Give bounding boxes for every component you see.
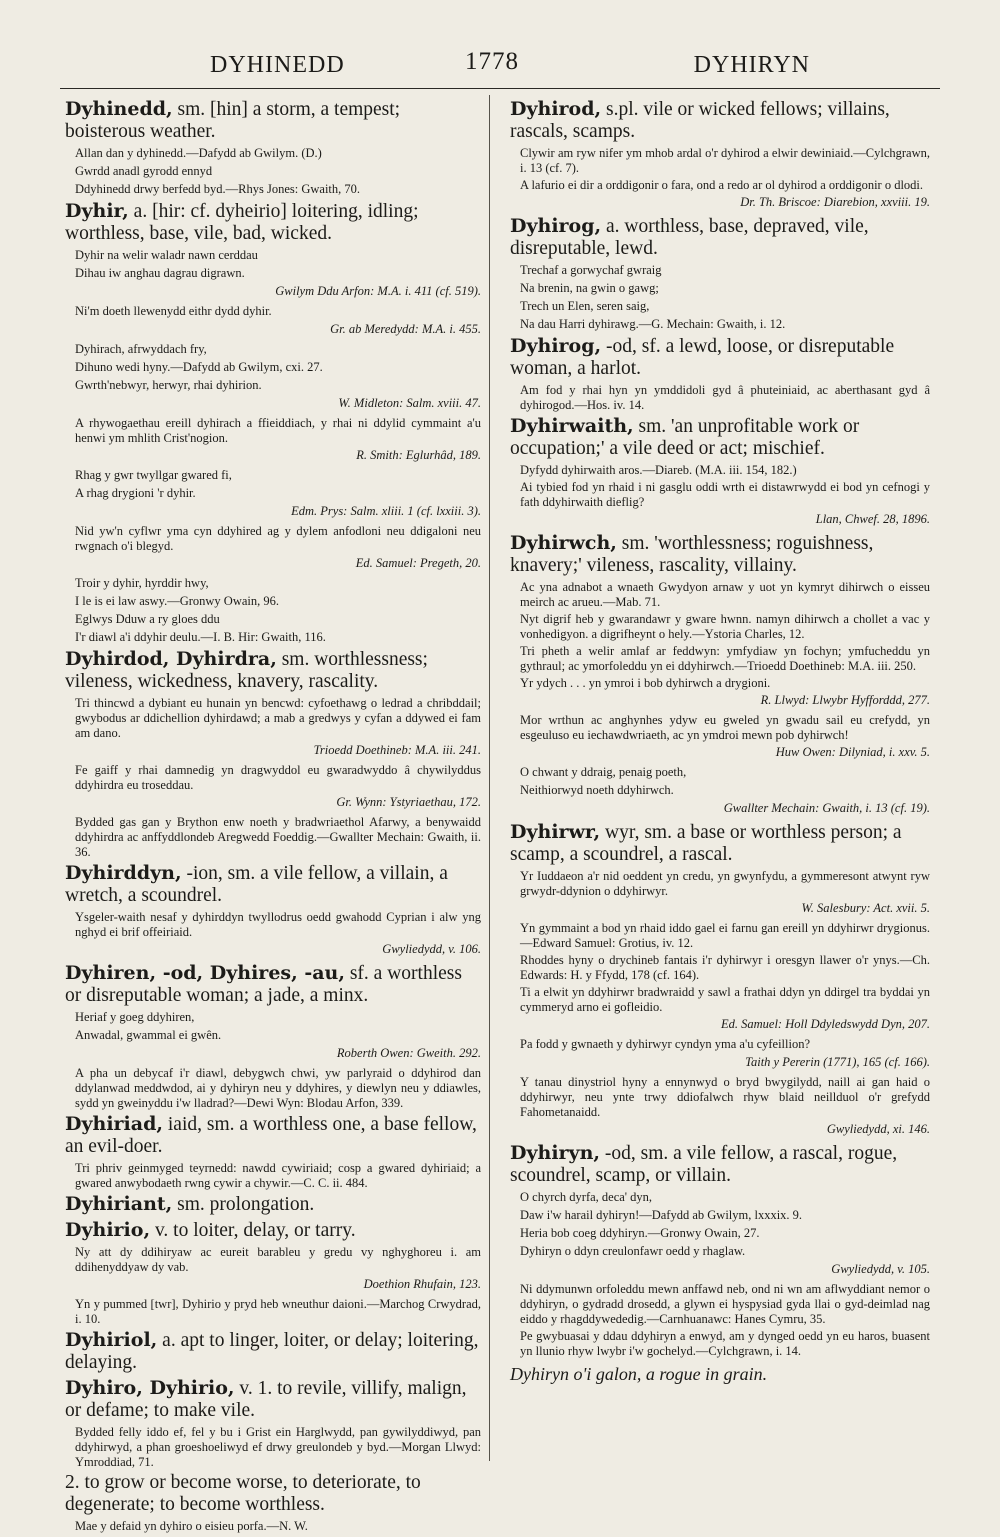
citation-quote: Rhoddes hyny o drychineb fantais i'r dyhirwyr i oresgyn llawer o'r ynys.—Ch. Edwards: H. y Ffydd, 178 (cf. 164). [520,953,930,982]
citation-quote: Dyhirach, afrwyddach fry, [75,342,207,356]
definition: v. 1. to revile, villify, malign, or defame; to make vile. [65,1378,467,1421]
citation-quote: Mae y defaid yn dyhiro o eisieu porfa.—N. W. [75,1519,308,1533]
headword: Dyhirog, [510,335,602,357]
headword: Dyhirod, [510,98,602,120]
citation-source: Huw Owen: Dilyniad, i. xxv. 5. [775,745,930,759]
entry-heading [510,335,930,380]
citation-source: Doethion Rhufain, 123. [363,1277,481,1291]
definition: a. apt to linger, loiter, or delay; loitering, delaying. [65,1330,479,1373]
definition: -ion, sm. a vile fellow, a villain, a wretch, a scoundrel. [65,863,448,906]
citation-source: R. Smith: Eglurhâd, 189. [356,448,481,462]
citation-quote: Yr Iuddaeon a'r nid oeddent yn credu, yn gwynfydu, a gymmeresont atwynt ryw grwydr-ddynion o ddyhirwyr. [520,869,930,898]
citation-quote: Ai tybied fod yn rhaid i ni gasglu oddi wrth ei distawrwydd ei bod yn cefnogi y fath ddyhirwaith dieflig? [520,480,930,509]
citation-quote: Ny att dy ddihiryaw ac eureit barableu y gredu vy nghyghoreu i. am ddihenyddyaw dy vab. [75,1245,481,1274]
headword: Dyhiriad, [65,1113,163,1135]
headword: Dyhirdod, Dyhirdra, [65,648,277,670]
definition: s.pl. vile or wicked fellows; villains, rascals, scamps. [510,99,890,142]
definition: iaid, sm. a worthless one, a base fellow, an evil-doer. [65,1114,477,1157]
citation-quote: Yn y pummed [twr], Dyhirio y pryd heb wneuthur daioni.—Marchog Crwydrad, i. 10. [75,1297,481,1326]
citation-quote: O chyrch dyrfa, deca' dyn, [520,1190,653,1204]
headword: Dyhirog, [510,215,602,237]
headword: Dyhirwaith, [510,415,634,437]
citation-quote: Gwrth'nebwyr, herwyr, rhai dyhirion. [75,378,262,392]
citation-quote: O chwant y ddraig, penaig poeth, [520,765,687,779]
entry-heading [65,1219,481,1242]
header-rule [60,88,940,89]
citation-quote: Dihau iw anghau dagrau digrawn. [75,266,245,280]
citation-source: R. Llwyd: Llwybr Hyfforddd, 277. [760,693,930,707]
entry-heading [510,1142,930,1187]
citation-source: W. Midleton: Salm. xviii. 47. [338,396,481,410]
headword: Dyhir, [65,200,129,222]
citation-source: Gwallter Mechain: Gwaith, i. 13 (cf. 19). [723,801,930,815]
column-divider [489,95,490,1461]
citation-quote: Clywir am ryw nifer ym mhob ardal o'r dyhirod a elwir dewiniaid.—Cylchgrawn, i. 13 (cf. 7). [520,146,930,175]
citation-quote: Heriaf y goeg ddyhiren, [75,1010,195,1024]
headword: Dyhiriol, [65,1329,158,1351]
citation-quote: Yn gymmaint a bod yn rhaid iddo gael ei farnu gan ereill yn ddyhirwr drygionus.—Edward Samuel: Grotius, iv. 12. [520,921,930,950]
citation-quote: I'r diawl a'i ddyhir deulu.—I. B. Hir: Gwaith, 116. [75,630,326,644]
citation-quote: Fe gaiff y rhai damnedig yn dragwyddol eu gwaradwyddo â chywilyddus ddyhirdra eu troseddau. [75,763,481,792]
citation-source: Gwyliedydd, v. 106. [382,942,481,956]
citation-quote: A pha un debycaf i'r diawl, debygwch chwi, yw parlyraid o ddyhirod dan ddylanwad meddwdod, ai y dyhiryn neu y ddyhires, y diewlyn neu y ddiawles, sydd yn gweinyddu i'w lladrad?—Dewi Wyn: Blodau Arfon, 339. [75,1066,481,1110]
citation-quote: A rhywogaethau ereill dyhirach a ffieiddiach, y rhai ni ddylid cymmaint a'u henwi ym mhlith Crist'nogion. [75,416,481,445]
definition: sm. [hin] a storm, a tempest; boisterous weather. [65,99,401,142]
citation-source: Gwilym Ddu Arfon: M.A. i. 411 (cf. 519). [275,284,481,298]
citation-quote: Na brenin, na gwin o gawg; [520,281,659,295]
citation-quote: Allan dan y dyhinedd.—Dafydd ab Gwilym. (D.) [75,146,322,160]
citation-quote: Ni'm doeth llewenydd eithr dydd dyhir. [75,304,272,318]
citation-source: Ed. Samuel: Holl Ddyledswydd Dyn, 207. [721,1017,930,1031]
entry-heading [65,200,481,245]
definition: -od, sm. a vile fellow, a rascal, rogue, scoundrel, scamp, or villain. [510,1143,898,1186]
citation-source: Llan, Chwef. 28, 1896. [815,512,930,526]
citation-quote: Eglwys Dduw a ry gloes ddu [75,612,220,626]
definition: -od, sf. a lewd, loose, or disreputable woman, a harlot. [510,336,895,379]
citation-quote: Dyfydd dyhirwaith aros.—Diareb. (M.A. iii. 154, 182.) [520,463,797,477]
headword: Dyhiro, Dyhirio, [65,1377,235,1399]
right-column [510,98,930,1403]
definition: sf. a worthless or disreputable woman; a jade, a minx. [65,963,462,1006]
citation-quote: Neithiorwyd noeth ddyhirwch. [520,783,674,797]
citation-source: Gwyliedydd, xi. 146. [826,1122,930,1136]
entry-heading [510,821,930,866]
entry-heading [65,862,481,907]
citation-quote: Ddyhinedd drwy berfedd byd.—Rhys Jones: Gwaith, 70. [75,182,361,196]
entry-heading [510,98,930,143]
entry-heading [65,1377,481,1422]
citation-source: Ed. Samuel: Pregeth, 20. [355,556,481,570]
citation-quote: Mor wrthun ac anghynhes ydyw eu gweled yn gwadu sail eu crefydd, yn esgeuluso eu iechawdwriaeth, ac yn ymdroi mewn pob dyhirwch! [520,713,930,742]
headword: Dyhirwch, [510,532,617,554]
citation-source: W. Salesbury: Act. xvii. 5. [801,901,930,915]
citation-quote: Gwrdd anadl gyrodd ennyd [75,164,213,178]
entry-heading [65,1472,481,1516]
citation-source: Gwyliedydd, v. 105. [831,1262,930,1276]
citation-quote: Dihuno wedi hyny.—Dafydd ab Gwilym, cxi. 27. [75,360,323,374]
entry-heading [65,98,481,143]
entry-heading [65,962,481,1007]
citation-quote: Y tanau dinystriol hyny a ennynwyd o bryd bwygilydd, naill ai gan haid o ddyhirwyr, neu ynte trwy ddiofalwch rhyw blaid neillduol o'r grefydd Fahometanaidd. [520,1075,930,1119]
citation-quote: Na dau Harri dyhirawg.—G. Mechain: Gwaith, i. 12. [520,317,786,331]
headword: Dyhirddyn, [65,862,182,884]
citation-quote: Nid yw'n cyflwr yma cyn ddyhired ag y dylem anfodloni neu ddigaloni neu rwgnach o'i blegyd. [75,524,481,553]
citation-quote: Dyhir na welir waladr nawn cerddau [75,248,258,262]
entry-heading [65,1193,481,1216]
citation-quote: Ni ddymunwn orfoleddu mewn anffawd neb, ond ni wn am aflwyddiant nemor o ddyhiryn, o gydradd drosedd, a glywn ei hyspysiad gyda llai o gyd-deimlad nag eiddo y rhagddywededig.—Carnhuanawc: Hanes Cymru, 35. [520,1282,930,1326]
citation-quote: Trechaf a gorwychaf gwraig [520,263,662,277]
definition: v. to loiter, delay, or tarry. [154,1220,356,1241]
citation-quote: Ysgeler-waith nesaf y dyhirddyn twyllodrus oedd gwahodd Cyprian i alw yng nghyd ei brif offeiriaid. [75,910,481,939]
citation-quote: Am fod y rhai hyn yn ymddidoli gyd â phuteiniaid, ac aberthasant gyd â dyhirogod.—Hos. iv. 14. [520,383,930,412]
citation-source: Roberth Owen: Gweith. 292. [336,1046,481,1060]
definition: a. [hir: cf. dyheirio] loitering, idling; worthless, base, vile, bad, wicked. [65,201,419,244]
citation-quote: Bydded felly iddo ef, fel y bu i Grist ein Harglwydd, pan gywilyddiwyd, pan ddyhirwyd, a phan groeshoeliwyd ef drwy greulondeb y byd.—Morgan Llwyd: Ymroddiad, 71. [75,1425,481,1469]
citation-quote: Dyhiryn o ddyn creulonfawr oedd y rhaglaw. [520,1244,746,1258]
headword: Dyhiren, -od, Dyhires, -au, [65,962,345,984]
phrase-example: Dyhiryn o'i galon, a rogue in grain. [510,1364,768,1384]
entry-heading [510,215,930,260]
citation-quote: Trech un Elen, seren saig, [520,299,650,313]
headword: Dyhirwr, [510,821,601,843]
citation-quote: Anwadal, gwammal ei gwên. [75,1028,222,1042]
citation-quote: Rhag y gwr twyllgar gwared fi, [75,468,232,482]
citation-quote: Ac yna adnabot a wnaeth Gwydyon arnaw y uot yn kymryt dihirwch o eisseu meirch ac arueu.—Mab. 71. [520,580,930,609]
definition: sm. prolongation. [177,1194,315,1215]
citation-quote: Nyt digrif heb y gwarandawr y gware hwnn. namyn dihirwch a chollet a vac y vonhedigyon. a digrifheynt o hely.—Ystoria Charles, 12. [520,612,930,641]
citation-quote: Troir y dyhir, hyrddir hwy, [75,576,209,590]
citation-quote: A lafurio ei dir a orddigonir o fara, ond a redo ar ol dyhirod a orddigonir o dlodi. [520,178,924,192]
definition: sm. 'worthlessness; roguishness, knavery;' vileness, rascality, villainy. [510,533,874,576]
left-column [65,98,481,1537]
running-head-right: DYHIRYN [693,52,810,78]
running-head-left: DYHINEDD [210,52,345,78]
citation-source: Gr. Wynn: Ystyriaethau, 172. [336,795,481,809]
entry-heading [65,648,481,693]
headword: Dyhinedd, [65,98,173,120]
citation-quote: Tri pheth a welir amlaf ar feddwyn: ymfydiaw yn fochyn; ymfucheddu yn gythraul; ac ymorfoleddu yn ei ddyhirwch.—Trioedd Doethineb: M.A. iii. 250. [520,644,930,673]
citation-quote: Daw i'w harail dyhiryn!—Dafydd ab Gwilym, lxxxix. 9. [520,1208,803,1222]
citation-quote: Heria bob coeg ddyhiryn.—Gronwy Owain, 27. [520,1226,760,1240]
citation-quote: Bydded gas gan y Brython enw noeth y bradwriaethol Afarwy, a benywaidd ddyhirdra ac anffyddlondeb Aregwedd Foeddig.—Gwallter Mechain: Gwaith, ii. 36. [75,815,481,859]
citation-source: Dr. Th. Briscoe: Diarebion, xxviii. 19. [740,195,930,209]
citation-quote: Tri thincwd a dybiant eu hunain yn bencwd: cyfoethawg o ledrad a chribddail; gwybodus ar ddichellion dyhirdawd; a mab a gredwys y cyfan a ddywed ei fam am dano. [75,696,481,740]
headword: Dyhiryn, [510,1142,601,1164]
page-number: 1778 [465,48,519,75]
citation-source: Taith y Pererin (1771), 165 (cf. 166). [745,1055,930,1069]
citation-quote: A rhag drygioni 'r dyhir. [75,486,196,500]
citation-quote: Ti a elwit yn ddyhirwr bradwraidd y sawl a frathai ddyn yn ddirgel tra byddai yn cymmeryd arno ei gofleidio. [520,985,930,1014]
definition: a. worthless, base, depraved, vile, disreputable, lewd. [510,216,869,259]
definition: wyr, sm. a base or worthless person; a scamp, a scoundrel, a rascal. [510,822,902,865]
headword: Dyhirio, [65,1219,151,1241]
definition: sm. 'an unprofitable work or occupation;' a vile deed or act; mischief. [510,416,860,459]
citation-source: Edm. Prys: Salm. xliii. 1 (cf. lxxiii. 3). [291,504,481,518]
citation-quote: I le is ei law aswy.—Gronwy Owain, 96. [75,594,280,608]
headword: Dyhiriant, [65,1193,173,1215]
entry-heading [65,1113,481,1158]
entry-heading [510,415,930,460]
citation-quote: Pe gwybuasai y ddau ddyhiryn a enwyd, am y dynged oedd yn eu haros, buasent yn llunio rhyw lwybr i'w gochelyd.—Cylchgrawn, i. 14. [520,1329,930,1358]
citation-source: Trioedd Doethineb: M.A. iii. 241. [313,743,481,757]
citation-source: Gr. ab Meredydd: M.A. i. 455. [330,322,481,336]
running-head [60,46,940,82]
entry-heading [65,1329,481,1374]
citation-quote: Pa fodd y gwnaeth y dyhirwyr cyndyn yma a'u cyfeillion? [520,1037,811,1051]
citation-quote: Tri phriv geinmyged teyrnedd: nawdd cywiriaid; cosp a gwared dyhiriaid; a gwared anwybodaeth rwng cywir a chywir.—C. C. ii. 484. [75,1161,481,1190]
citation-quote: Yr ydych . . . yn ymroi i bob dyhirwch a drygioni. [520,676,771,690]
definition: sm. worthlessness; vileness, wickedness, knavery, rascality. [65,649,428,692]
definition: 2. to grow or become worse, to deteriorate, to degenerate; to become worthless. [65,1472,421,1515]
entry-heading [510,532,930,577]
